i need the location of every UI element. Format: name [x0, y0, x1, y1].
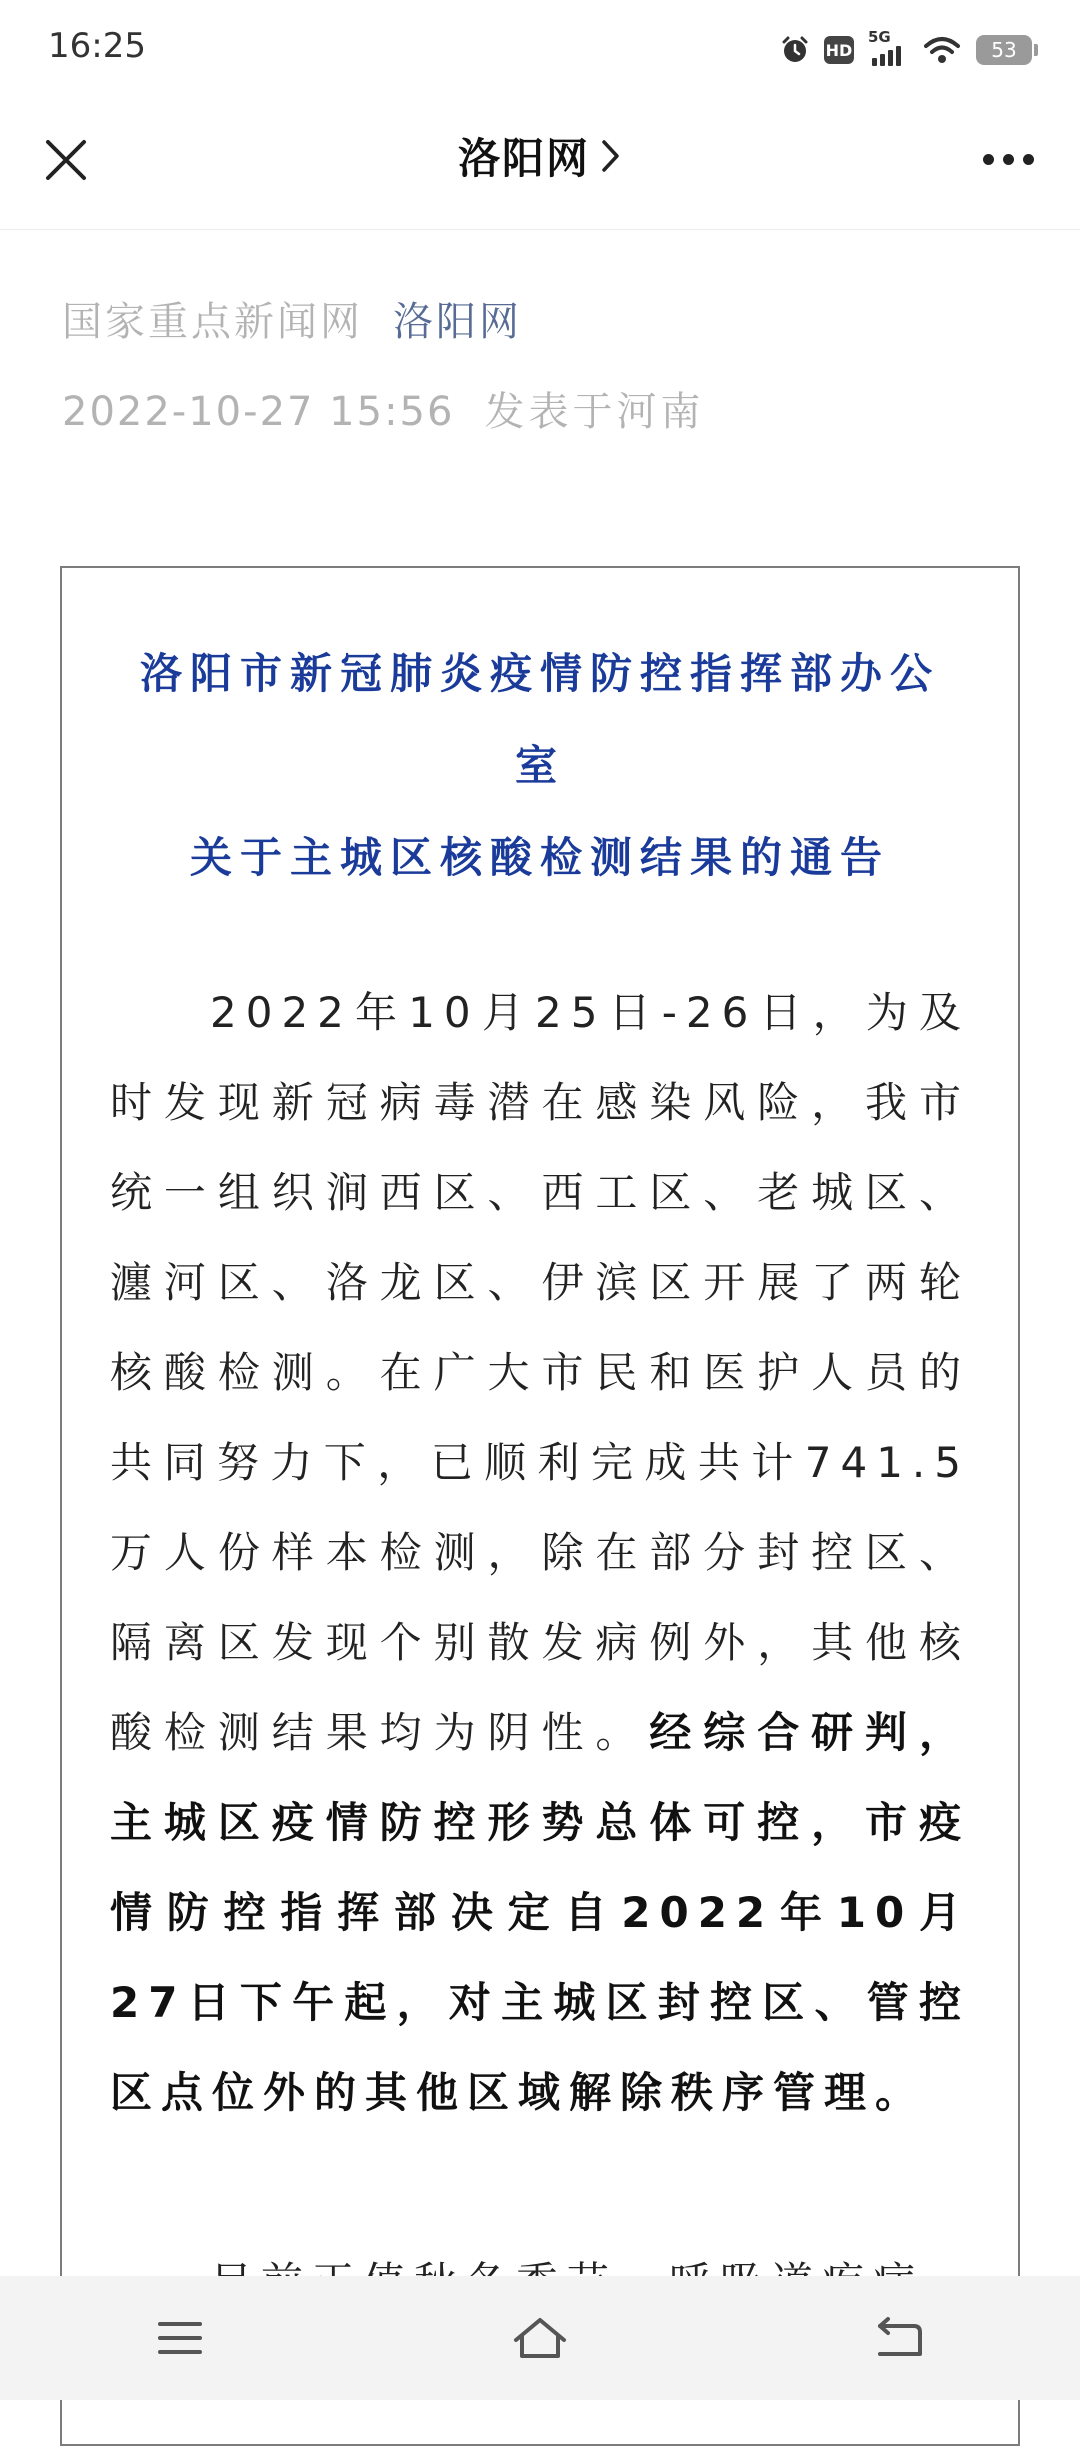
body-bold-text: 经综合研判，主城区疫情防控形势总体可控，市疫情防控指挥部决定自2022年10月27日下午起，对主城区封控区、管控区点位外的其他区域解除秩序管理。 [110, 1708, 970, 2117]
publish-datetime: 2022-10-27 15:56 [62, 389, 455, 435]
system-nav-bar [0, 2276, 1080, 2400]
menu-button[interactable] [135, 2298, 225, 2378]
nav-title: 洛阳网 [457, 134, 590, 183]
headline-line-2: 关于主城区核酸检测结果的通告 [189, 833, 890, 882]
menu-icon [156, 2318, 204, 2358]
top-nav-bar [0, 100, 1080, 230]
network-type: 5G [868, 28, 891, 46]
body-regular-text: 2022年10月25日-26日，为及时发现新冠病毒潜在感染风险，我市统一组织涧西区、西工区、老城区、瀍河区、洛龙区、伊滨区开展了两轮核酸检测。在广大市民和医护人员的共同努力下，已顺利完成共计741.5万人份样本检测，除在部分封控区、隔离区发现个别散发病例外，其他核酸检测结果均为阴性。 [110, 988, 970, 1757]
article-body-paragraph [110, 968, 970, 2138]
back-icon [874, 2316, 926, 2360]
battery-icon: 53 [976, 35, 1032, 65]
hd-icon: HD [824, 36, 854, 64]
status-icons [780, 30, 1032, 70]
home-icon [510, 2314, 570, 2362]
wifi-icon [922, 34, 962, 66]
article-meta-date [62, 380, 704, 437]
more-dots-icon [983, 154, 994, 165]
alarm-icon [780, 35, 810, 65]
article-headline [132, 628, 948, 904]
headline-line-1: 洛阳市新冠肺炎疫情防控指挥部办公室 [139, 649, 940, 790]
back-button[interactable] [855, 2298, 945, 2378]
publish-location: 发表于河南 [484, 389, 705, 435]
article-meta-source [62, 290, 522, 347]
more-button[interactable] [972, 134, 1044, 184]
article-content-box [60, 566, 1020, 2446]
home-button[interactable] [495, 2298, 585, 2378]
chevron-right-icon [600, 138, 622, 174]
status-bar [0, 0, 1080, 100]
source-label: 国家重点新闻网 [62, 299, 363, 345]
nav-divider [0, 229, 1080, 230]
account-link[interactable]: 洛阳网 [393, 299, 522, 345]
signal-icon [868, 28, 908, 66]
account-title-link[interactable] [0, 126, 1080, 186]
status-time: 16:25 [48, 26, 146, 66]
